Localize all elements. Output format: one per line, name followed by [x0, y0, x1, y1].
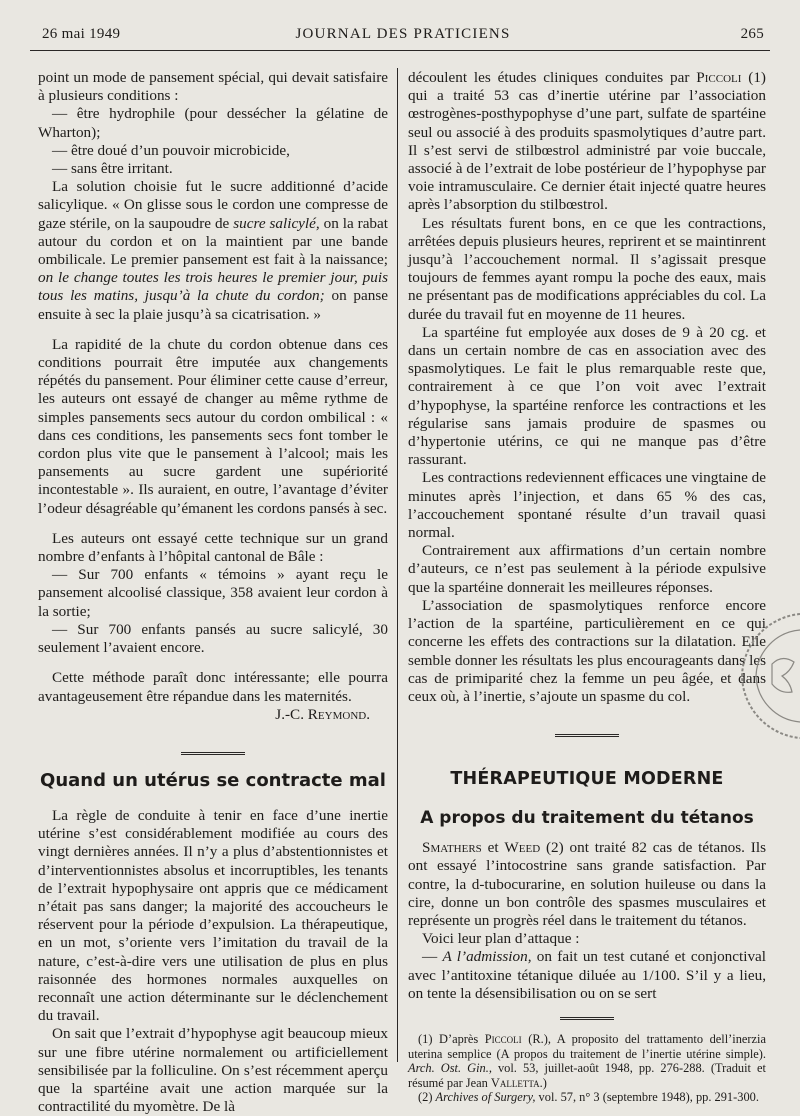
author-name: Smathers — [422, 839, 482, 857]
paragraph: Les contractions redeviennent efficaces une vingtaine de minutes après l’injection, et dans 65 % des cas, l’accouchement spontané résulte d’un travail quasi normal. — [408, 469, 766, 542]
footnote: (2) Archives of Surgery, vol. 57, n° 3 (septembre 1948), pp. 291-300. — [418, 1090, 759, 1105]
issue-date: 26 mai 1949 — [42, 26, 121, 42]
paragraph: découlent les études cliniques conduites par Piccoli (1) qui a traité 53 cas d’inertie utérine par l’association œstrogènes-posthypophyse d’une part, sulfate de spartéine seul ou associé à des produits spasmolytiques d’autre part. Il s’est servi de stilbœstrol administré par voie buccale, associé à de l’extrait de lobe postérieur de l’hypophyse par voie intramusculaire. Ce dernier était injecté quatre heures après l’absorption du stilbœstrol. — [408, 69, 766, 214]
footnote: (1) D’après Piccoli (R.), A proposito del trattamento dell’inerzia uterina semplice (A propos du traitement de l’inertie utérine simple). Arch. Ost. Gin., vol. 53, juillet-août 1948, pp. 276-288. (Traduit et résumé par Jean Valletta.) — [408, 1031, 766, 1090]
header-rule — [30, 50, 770, 51]
stamp-emblem — [772, 658, 794, 692]
article-title: A propos du traitement du tétanos — [420, 808, 754, 829]
paragraph: Smathers et Weed (2) ont traité 82 cas de tétanos. Ils ont essayé l’intocostrine sans grande satisfaction. Par contre, la d-tubocurarine, en solution huileuse ou dans la cire, donne un bon contrôle des spasmes musculaires et représente un progrès réel dans le traitement du tétanos. — [408, 839, 766, 929]
emphasis: on le change toutes les trois heures le premier jour, puis tous les matins, jusqu’à la chute du cordon; — [38, 269, 388, 305]
journal-title: JOURNAL DES PRATICIENS — [295, 26, 511, 42]
paragraph: Les auteurs ont essayé cette technique sur un grand nombre d’enfants à l’hôpital cantonal de Bâle : — [38, 529, 388, 566]
paragraph: Voici leur plan d’attaque : — [422, 930, 580, 948]
author-signature: J.-C. Reymond. — [275, 705, 370, 723]
author-name: Piccoli — [696, 69, 742, 86]
left-column — [38, 69, 388, 1116]
section-separator — [181, 752, 245, 757]
column-divider — [397, 68, 398, 1062]
footnote-separator — [560, 1017, 614, 1022]
condition-item: — être doué d’un pouvoir microbicide, — [52, 141, 290, 159]
condition-item: — sans être irritant. — [52, 160, 173, 178]
paragraph: L’association de spasmolytiques renforce encore l’action de la spartéine, particulièrement en ce qui concerne les effets des contractions sur la dilatation. Elle semble donner les résultats les plus encourageants dans les cas de primiparité chez la femme un peu âgée, et dans ceux où, à l’inertie, s’ajoute un spasme du col. — [408, 596, 766, 705]
running-header — [42, 26, 764, 46]
article-title: Quand un utérus se contracte mal — [40, 769, 386, 791]
paragraph: La spartéine fut employée aux doses de 9 à 20 cg. et dans un certain nombre de cas en association avec des spasmolytiques. Le fait le plus remarquable reste que, contrairement à ce que l’on voit avec l’extrait d’hypophyse, la spartéine renforce les contractions et les régularise sans jamais produire de spasmes ou d’hypertonie utérins, ce qui ne manque pas d’être rassurant. — [408, 323, 766, 469]
paragraph: — A l’admission, on fait un test cutané et conjonctival avec l’antitoxine tétanique diluée au 1/100. S’il y a lieu, on tente la désensibilisation ou on se sert — [408, 948, 767, 1002]
section-heading: THÉRAPEUTIQUE MODERNE — [450, 769, 724, 790]
paragraph: Contrairement aux affirmations d’un certain nombre d’auteurs, ce n’est pas seulement à la période expulsive que la spartéine donnerait les meilleures réponses. — [408, 542, 766, 596]
author-name: Weed — [504, 839, 541, 857]
list-item: — Sur 700 enfants pansés au sucre salicylé, 30 seulement l’avaient encore. — [38, 620, 388, 657]
paragraph: point un mode de pansement spécial, qui devait satisfaire à plusieurs conditions : — [38, 69, 388, 105]
paragraph: Les résultats furent bons, en ce que les contractions, arrêtées depuis plusieurs heures, reprirent et se maintinrent jusqu’à l’accouchement normal. Il s’agissait presque toujours de femmes ayant rompu la poche des eaux, mais ne présentant pas de modifications appréciables du col. La durée du travail fut en moyenne de 11 heures. — [408, 214, 766, 323]
paragraph: Cette méthode paraît donc intéressante; elle pourra avantageusement être répandue dans les maternités. — [38, 669, 388, 705]
emphasis: A l’admission, — [442, 948, 532, 966]
condition-item: — être hydrophile (pour dessécher la gélatine de Wharton); — [38, 105, 388, 141]
paragraph: La rapidité de la chute du cordon obtenue dans ces conditions pourrait être imputée aux changements répétés du pansement. Pour éliminer cette cause d’erreur, les auteurs ont essayé de changer au même rythme de simples pansements secs autour du cordon ombilical : « dans ces conditions, les pansements secs font tomber le cordon plus vite que le pansement à l’alcool; mais les pansements au sucre gardent une supériorité incontestable ». Ils auraient, en outre, l’avantage d’éviter l’odeur désagréable qu’émanent les cordons pansés à sec. — [38, 335, 388, 517]
paragraph: On sait que l’extrait d’hypophyse agit beaucoup mieux sur une fibre utérine normalement ou artificiellement sensibilisée par la folliculine. On s’est récemment aperçu que la spartéine avait une action marquée sur la contractilité du myomètre. De là — [38, 1025, 388, 1116]
paragraph: La règle de conduite à tenir en face d’une inertie utérine s’est considérablement modifiée au cours des vingt dernières années. Il n’y a plus d’abstentionnistes et d’interventionnistes absolus et incorruptibles, les tenants de l’extrait hypophysaire ont appris que ce médicament n’était pas sans danger; la majorité des accoucheurs le réservent pour la période d’expulsion. La thérapeutique, en un mot, s’oriente vers l’imitation du travail de la nature, c’est-à-dire vers une utilisation de plus en plus raisonnée des hormones normales auxquelles on reconnaît une action déterminante sur le déclenchement du travail. — [38, 806, 388, 1025]
paragraph: La solution choisie fut le sucre additionné d’acide salicylique. « On glisse sous le cordon une compresse de gaze stérile, on la saupoudre de sucre salicylé, on la rabat autour du cordon et on la maintient par une bande ombilicale. Le premier pansement est fait à la naissance; on le change toutes les trois heures le premier jour, puis tous les matins, jusqu’à la chute du cordon; on panse ensuite à sec la plaie jusqu’à sa cicatrisation. » — [38, 178, 388, 323]
list-item: — Sur 700 enfants « témoins » ayant reçu le pansement alcoolisé classique, 358 avaient leur cordon à la sortie; — [38, 566, 388, 620]
section-separator — [555, 734, 619, 739]
right-column — [408, 69, 766, 1105]
page-number: 265 — [740, 26, 764, 42]
emphasis: sucre salicylé, — [233, 214, 320, 232]
